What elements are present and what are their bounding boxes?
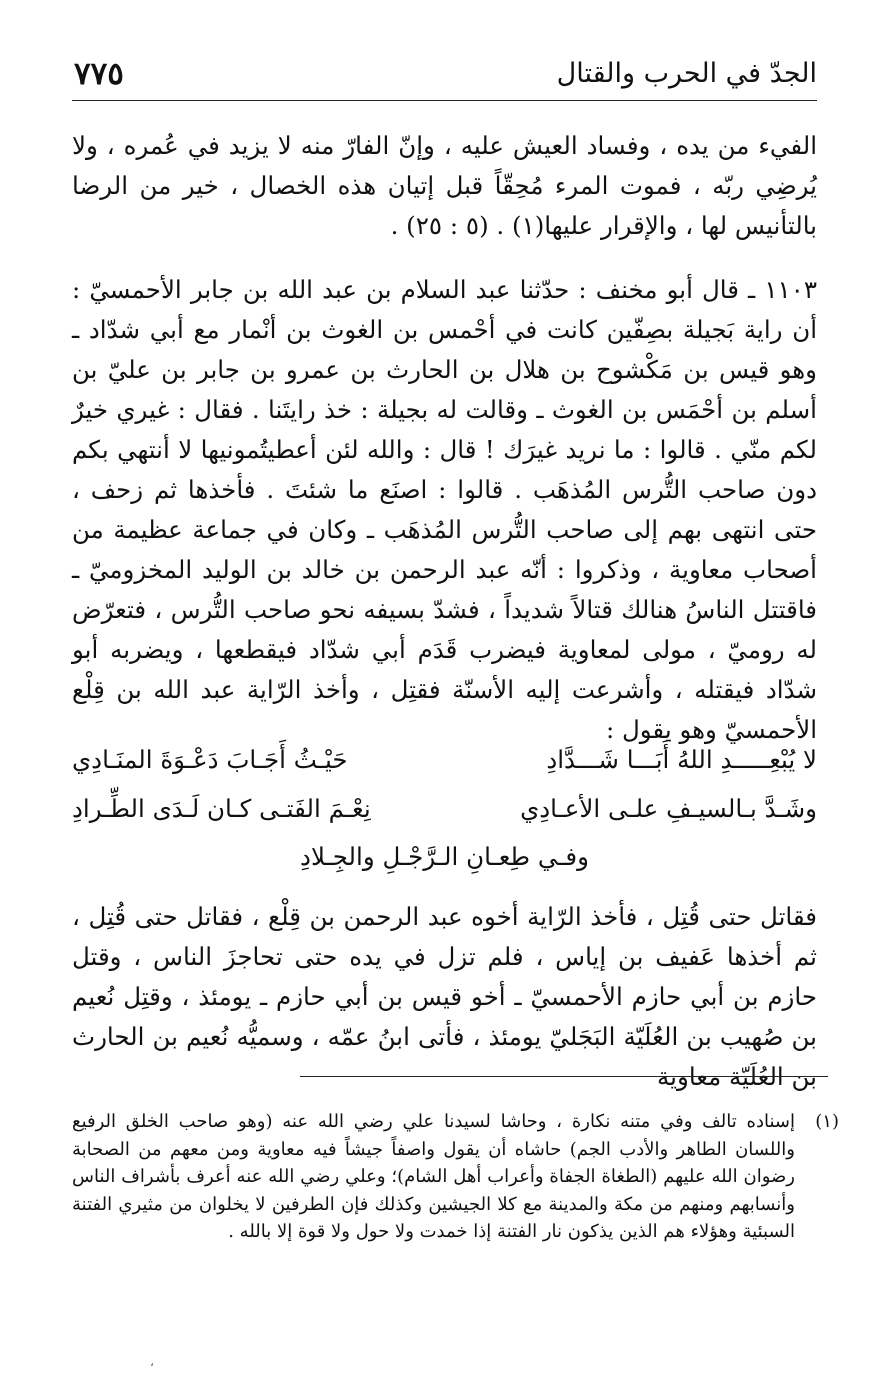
verse-1-first-hemistich: لا يُبْعِـــــدِ اللهُ أَبَـــا شَـــدَّادِ (546, 745, 817, 774)
verse-2-first-hemistich: وشَـدَّ بـالسيـفِ علـى الأعـادِي (520, 794, 817, 823)
verse-line-2 (72, 794, 817, 834)
stray-mark: ، (150, 1355, 154, 1369)
footnote-divider (300, 1076, 828, 1077)
verse-line-1 (72, 745, 817, 785)
paragraph-3: فقاتل حتى قُتِل ، فأخذ الرّاية أخوه عبد الرحمن بن قِلْع ، فقاتل حتى قُتِل ، ثم أخذها عَفيف بن إياس ، فلم تزل في يده حتى تحاجزَ الناس ، وقتل حازم بن أبي حازم الأحمسيّ ـ أخو قيس بن أبي حازم ـ يومئذ ، وقتِل نُعيم بن صُهيب بن العُلَيّة البَجَليّ يومئذ ، فأتى ابنُ عمّه ، وسميُّه نُعيم بن الحارث بن العُلَيّة معاوية (72, 902, 817, 1091)
running-title: الجدّ في الحرب والقتال (556, 58, 817, 89)
paragraph-2: ١١٠٣ ـ قال أبو مخنف : حدّثنا عبد السلام بن عبد الله بن جابر الأحمسيّ : أن راية بَجيلة بصِفّين كانت في أحْمس بن الغوث بن أنْمار مع أبي شدّاد ـ وهو قيس بن مَكْشوح بن هلال بن الحارث بن عمرو بن جابر بن عليّ بن أسلم بن أحْمَس بن الغوث ـ وقالت له بجيلة : خذ رايتَنا . فقال : غيري خيرٌ لكم منّي . قالوا : ما نريد غيرَك ! قال : والله لئن أعطيتُمونيها لا أنتهي بكم دون صاحب التُّرس المُذهَب . قالوا : اصنَع ما شئتَ . فأخذها ثم زحف ، حتى انتهى بهم إلى صاحب التُّرس المُذهَب ـ وكان في جماعة عظيمة من أصحاب معاوية ، وذكروا : أنّه عبد الرحمن بن خالد بن الوليد المخزوميّ ـ فاقتتل الناسُ هنالك قتالاً شديداً ، فشدّ بسيفه نحو صاحب التُّرس ، فتعرّض له روميّ ، مولى لمعاوية فيضرب قَدَم أبي شدّاد فيقطعها ، ويضربه أبو شدّاد فيقتله ، وأشرعت إليه الأسنّة فقتِل ، وأخذ الرّاية عبد الله بن قِلْع الأحمسيّ وهو يقول : (72, 275, 818, 744)
footnote (72, 1108, 839, 1246)
footnote-text: إسناده تالف وفي متنه نكارة ، وحاشا لسيدنا علي رضي الله عنه (وهو صاحب الخلق الرفيع واللسان الطاهر والأدب الجم) حاشاه أن يقول واصفاً جيشاً فيه معاوية ومن معهم من الصحابة رضوان الله عليهم (الطغاة الجفاة وأعراب أهل الشام)؛ وعلي رضي الله عنه أعرف بأشراف الناس وأنسابهم ومنهم من مكة والمدينة مع كلا الجيشين وكذلك فإن الطرفين لا يخلوان من مثيري الفتنة السبئية وهؤلاء هم الذين يذكون نار الفتنة إذا خمدت ولا حول ولا قوة إلا بالله . (72, 1111, 795, 1242)
paragraph-1: الفيء من يده ، وفساد العيش عليه ، وإنّ الفارّ منه لا يزيد في عُمره ، ولا يُرضِي ربّه ، فموت المرء مُحِقّاً قبل إتيان هذه الخصال ، خير من الرضا بالتأنيس لها ، والإقرار عليها(١) . (٥ : ٢٥) . (72, 131, 817, 240)
verse-line-3: وفـي طِعـانِ الـرَّجْـلِ والجِـلادِ (300, 842, 589, 871)
page-number: ٧٧٥ (74, 56, 124, 92)
page-header (72, 56, 817, 101)
footnote-marker: (١) (815, 1111, 839, 1132)
verse-1-second-hemistich: حَيْـثُ أَجَـابَ دَعْـوَةَ المنَـادِي (72, 745, 348, 774)
verse-2-second-hemistich: نِعْـمَ الفَتـى كـان لَـدَى الطِّـرادِ (72, 794, 371, 823)
